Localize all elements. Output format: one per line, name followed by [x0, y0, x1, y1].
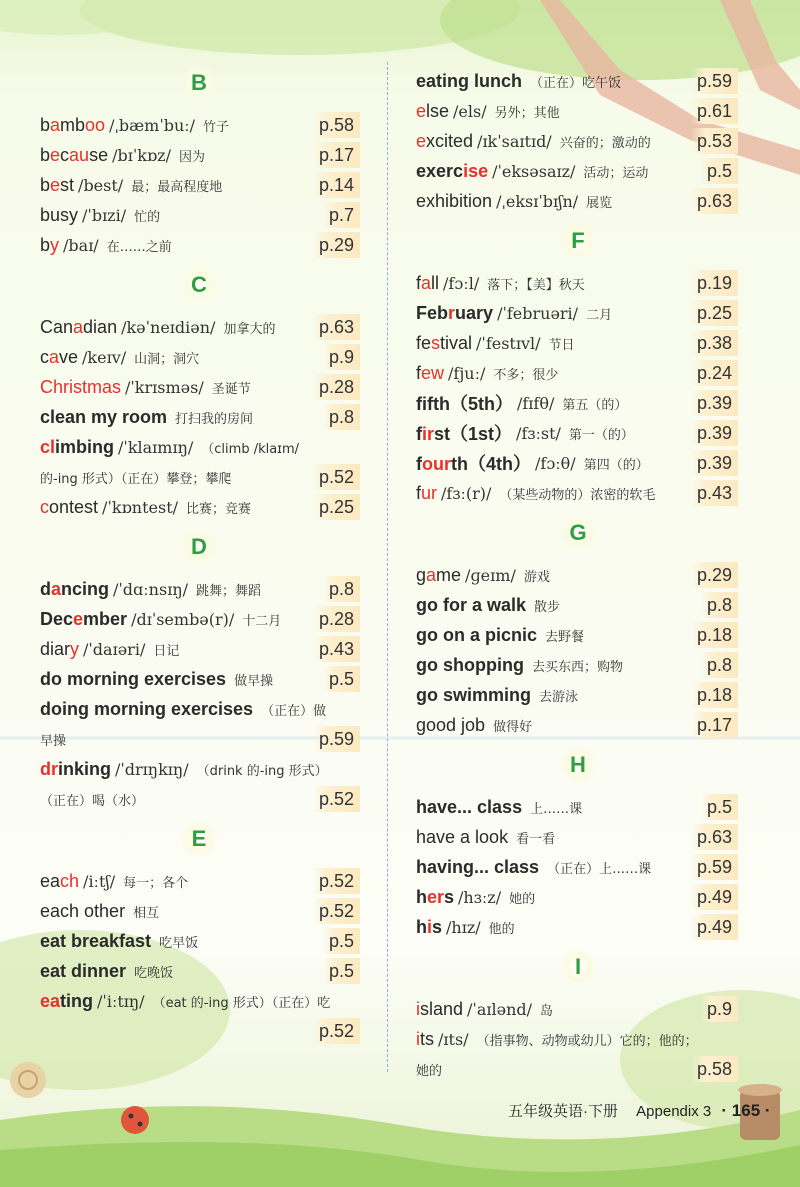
entry-word: hers — [416, 886, 455, 907]
entry-phonetic: /ˈdaɪəri/ — [83, 639, 146, 659]
entry-page-ref: p.52 — [313, 786, 360, 812]
entry-word: eating lunch — [416, 70, 523, 91]
left-column — [40, 64, 360, 1046]
entry-meaning: 吃晚饭 — [134, 965, 174, 981]
entry-by — [40, 230, 360, 260]
entry-christmas — [40, 372, 360, 402]
entry-word: having... class — [416, 856, 540, 877]
entry-phonetic: /ˈfebruəri/ — [497, 303, 579, 323]
entry-word: excited — [416, 130, 474, 151]
entry-word: first（1st） — [416, 424, 513, 444]
entry-else — [416, 96, 738, 126]
entry-meaning: 二月 — [586, 307, 613, 323]
entry-hers — [416, 882, 738, 912]
entry-contest — [40, 492, 360, 522]
entry-meaning: 圣诞节 — [211, 381, 251, 397]
entry-page-ref: p.52 — [313, 464, 360, 490]
entry-page-ref: p.8 — [323, 576, 360, 602]
entry-page-ref: p.49 — [691, 914, 738, 940]
section-d — [40, 528, 360, 814]
entry-meaning: 每一；各个 — [123, 875, 189, 891]
entry-phonetic: /ˈeksəsaɪz/ — [492, 161, 576, 181]
entry-page-ref: p.18 — [691, 622, 738, 648]
entry-have-class — [416, 792, 738, 822]
entry-word: fifth（5th） — [416, 394, 513, 414]
entry-page-ref: p.8 — [701, 592, 738, 618]
entry-meaning: 不多；很少 — [493, 367, 559, 383]
entry-having-class — [416, 852, 738, 882]
section-b — [40, 64, 360, 260]
section-letter: D — [180, 528, 218, 566]
entry-word: exhibition — [416, 190, 493, 211]
entry-page-ref: p.7 — [323, 202, 360, 228]
entry-eat-dinner — [40, 956, 360, 986]
entry-eat-breakfast — [40, 926, 360, 956]
entry-phonetic: /fjuː/ — [448, 363, 486, 383]
entry-phonetic: /fɔːθ/ — [535, 453, 576, 473]
entry-phonetic: /ˈaɪlənd/ — [467, 999, 532, 1019]
section-letter: F — [559, 222, 597, 260]
section-e — [40, 820, 360, 1046]
entry-climbing-2 — [40, 462, 360, 492]
entry-word: do morning exercises — [40, 668, 227, 689]
entry-december — [40, 604, 360, 634]
entry-word: his — [416, 916, 443, 937]
section-letter: B — [180, 64, 218, 102]
right-column — [416, 64, 738, 1084]
entry-festival — [416, 328, 738, 358]
entry-meaning: 第一（的） — [568, 427, 634, 443]
entry-page-ref: p.53 — [691, 128, 738, 154]
entry-bamboo — [40, 110, 360, 140]
entry-phonetic: /bɪˈkɒz/ — [112, 145, 171, 165]
entry-phonetic: /fɜː(r)/ — [441, 483, 492, 503]
entry-word: fur — [416, 482, 438, 503]
entry-page-ref: p.43 — [313, 636, 360, 662]
column-divider — [387, 62, 388, 1072]
entry-go-shopping — [416, 650, 738, 680]
entry-meaning: 岛 — [540, 1003, 554, 1019]
entry-go-on-a-picnic — [416, 620, 738, 650]
entry-page-ref: p.25 — [313, 494, 360, 520]
entry-doing-morning-2 — [40, 724, 360, 754]
entry-meaning: 竹子 — [203, 119, 230, 135]
entry-phonetic: /ˈkɒntest/ — [102, 497, 179, 517]
entry-word: go shopping — [416, 654, 524, 675]
entry-first — [416, 418, 738, 448]
entry-page-ref: p.49 — [691, 884, 738, 910]
entry-best — [40, 170, 360, 200]
entry-meaning: 做得好 — [493, 719, 533, 735]
entry-page-ref: p.24 — [691, 360, 738, 386]
entry-drinking — [40, 754, 360, 784]
entry-meaning: 她的 — [509, 891, 536, 907]
entry-busy — [40, 200, 360, 230]
section-letter: E — [180, 820, 218, 858]
entry-word: busy — [40, 204, 79, 225]
appendix-label: Appendix 3 — [636, 1103, 712, 1120]
entry-page-ref: p.39 — [691, 390, 738, 416]
entry-word: fall — [416, 272, 440, 293]
entry-meaning: （eat 的-ing 形式）（正在）吃 — [152, 995, 331, 1011]
entry-word: climbing — [40, 436, 115, 457]
entry-page-ref: p.59 — [691, 68, 738, 94]
entry-meaning: 跳舞；舞蹈 — [196, 583, 262, 599]
entry-word: drinking — [40, 758, 111, 779]
book-title: 五年级英语·下册 — [508, 1103, 618, 1120]
entry-meaning: 打扫我的房间 — [175, 411, 254, 427]
entry-do-morning — [40, 664, 360, 694]
entry-page-ref: p.43 — [691, 480, 738, 506]
entry-phonetic: /ˈdrɪŋkɪŋ/ — [115, 759, 189, 779]
entry-meaning: 相互 — [133, 905, 160, 921]
entry-meaning: （正在）做 — [261, 703, 327, 719]
entry-each-other — [40, 896, 360, 926]
entry-meaning: 在……之前 — [106, 239, 172, 255]
entry-page-ref: p.5 — [323, 666, 360, 692]
entry-page-ref: p.5 — [323, 928, 360, 954]
entry-word: festival — [416, 332, 473, 353]
entry-word: contest — [40, 496, 99, 517]
entry-page-ref: p.52 — [313, 1018, 360, 1044]
section-letter: I — [559, 948, 597, 986]
entry-page-ref: p.63 — [691, 824, 738, 850]
entry-word: few — [416, 362, 445, 383]
entry-because — [40, 140, 360, 170]
entry-good-job — [416, 710, 738, 740]
entry-meaning: 散步 — [534, 599, 561, 615]
entry-meaning: （正在）上……课 — [547, 861, 652, 877]
entry-meaning: 早操 — [40, 733, 67, 749]
entry-word: its — [416, 1028, 435, 1049]
section-heading — [416, 746, 738, 792]
entry-page-ref: p.59 — [691, 854, 738, 880]
entry-game — [416, 560, 738, 590]
entry-word: because — [40, 144, 109, 165]
entry-page-ref: p.9 — [323, 344, 360, 370]
entry-phonetic: /iːtʃ/ — [83, 871, 116, 891]
entry-page-ref: p.52 — [313, 868, 360, 894]
entry-page-ref: p.58 — [691, 1056, 738, 1082]
entry-phonetic: /ɪts/ — [438, 1029, 469, 1049]
entry-meaning: 山洞；洞穴 — [134, 351, 200, 367]
entry-page-ref: p.58 — [313, 112, 360, 138]
entry-fur — [416, 478, 738, 508]
entry-meaning: （某些动物的）浓密的软毛 — [499, 487, 656, 503]
entry-phonetic: /fɪfθ/ — [516, 393, 555, 413]
entry-meaning: （正在）吃午饭 — [530, 75, 622, 91]
entry-phonetic: /fɜːst/ — [516, 423, 561, 443]
entry-cave — [40, 342, 360, 372]
entry-phonetic: /best/ — [78, 175, 124, 195]
entry-page-ref: p.17 — [691, 712, 738, 738]
entry-meaning: 加拿大的 — [223, 321, 276, 337]
entry-meaning: 兴奋的；激动的 — [559, 135, 651, 151]
section-heading — [40, 528, 360, 574]
entry-meaning: （正在）喝（水） — [40, 793, 145, 809]
entry-go-swimming — [416, 680, 738, 710]
entry-meaning: 上……课 — [530, 801, 583, 817]
entry-meaning: 忙的 — [134, 209, 161, 225]
entry-few — [416, 358, 738, 388]
entry-meaning: 去买东西；购物 — [531, 659, 623, 675]
entry-climbing — [40, 432, 360, 462]
entry-word: go on a picnic — [416, 624, 538, 645]
entry-eating-2 — [40, 1016, 360, 1046]
entry-drinking-2 — [40, 784, 360, 814]
section-heading — [416, 948, 738, 994]
entry-page-ref: p.38 — [691, 330, 738, 356]
entry-word: go for a walk — [416, 594, 527, 615]
entry-eating — [40, 986, 360, 1016]
entry-word: diary — [40, 638, 80, 659]
entry-page-ref: p.28 — [313, 606, 360, 632]
entry-page-ref: p.17 — [313, 142, 360, 168]
entry-diary — [40, 634, 360, 664]
entry-meaning: 最；最高程度地 — [131, 179, 223, 195]
entry-meaning: 落下；【美】秋天 — [487, 277, 585, 293]
entry-meaning: 游戏 — [523, 569, 550, 585]
section-g — [416, 514, 738, 740]
entry-page-ref: p.39 — [691, 450, 738, 476]
entry-february — [416, 298, 738, 328]
entry-meaning: 第五（的） — [562, 397, 628, 413]
section-h — [416, 746, 738, 942]
entry-word: Canadian — [40, 316, 118, 337]
entry-meaning: （climb /klaɪm/ — [201, 441, 300, 457]
entry-page-ref: p.8 — [323, 404, 360, 430]
entry-page-ref: p.19 — [691, 270, 738, 296]
entry-word: go swimming — [416, 684, 532, 705]
entry-word: clean my room — [40, 406, 168, 427]
entry-meaning: 做早操 — [234, 673, 274, 689]
entry-word: best — [40, 174, 75, 195]
entry-word: else — [416, 100, 450, 121]
entry-word: eat dinner — [40, 960, 127, 981]
entry-word: eating — [40, 990, 94, 1011]
entry-phonetic: /ˈbɪzi/ — [82, 205, 127, 225]
entry-phonetic: /ˈiːtɪŋ/ — [97, 991, 145, 1011]
entry-phonetic: /ˈklaɪmɪŋ/ — [118, 437, 194, 457]
entry-dancing — [40, 574, 360, 604]
entry-meaning: （drink 的-ing 形式） — [196, 763, 328, 779]
entry-meaning: 比赛；竞赛 — [186, 501, 252, 517]
entry-clean-my-room — [40, 402, 360, 432]
entry-fourth — [416, 448, 738, 478]
entry-meaning: 日记 — [153, 643, 180, 659]
entry-word: have... class — [416, 796, 523, 817]
entry-page-ref: p.14 — [313, 172, 360, 198]
entry-page-ref: p.29 — [313, 232, 360, 258]
entry-meaning: 他的 — [488, 921, 515, 937]
entry-excited — [416, 126, 738, 156]
entry-phonetic: /ˈkrɪsməs/ — [125, 377, 204, 397]
entry-meaning: 另外；其他 — [494, 105, 560, 121]
entry-meaning: 因为 — [178, 149, 205, 165]
entry-word: doing morning exercises — [40, 698, 254, 719]
section-f — [416, 222, 738, 508]
entry-meaning: 去野餐 — [545, 629, 585, 645]
entry-phonetic: /ɡeɪm/ — [465, 565, 516, 585]
entry-phonetic: /ɪkˈsaɪtɪd/ — [477, 131, 552, 151]
entry-meaning: （指事物、动物或幼儿）它的；他的； — [476, 1033, 698, 1049]
entry-word: Christmas — [40, 376, 122, 397]
entry-phonetic: /ˌeksɪˈbɪʃn/ — [496, 191, 579, 211]
entry-page-ref: p.8 — [701, 652, 738, 678]
entry-page-ref: p.18 — [691, 682, 738, 708]
entry-word: have a look — [416, 826, 509, 847]
entry-fifth — [416, 388, 738, 418]
section-letter: H — [559, 746, 597, 784]
entry-word: bamboo — [40, 114, 106, 135]
section-i — [416, 948, 738, 1084]
entry-phonetic: /ˈfestɪvl/ — [476, 333, 541, 353]
entry-island — [416, 994, 738, 1024]
entry-page-ref: p.52 — [313, 898, 360, 924]
page-number: · 165 · — [721, 1101, 771, 1120]
entry-phonetic: /ˈdɑːnsɪŋ/ — [113, 579, 189, 599]
entry-word: game — [416, 564, 462, 585]
entry-page-ref: p.59 — [313, 726, 360, 752]
entry-word: eat breakfast — [40, 930, 152, 951]
entry-phonetic: /keɪv/ — [82, 347, 127, 367]
entry-its-2 — [416, 1054, 738, 1084]
entry-eating-lunch — [416, 66, 738, 96]
entry-phonetic: /els/ — [453, 101, 487, 121]
entry-meaning: 吃早饭 — [159, 935, 199, 951]
entry-word: each — [40, 870, 80, 891]
entry-word: December — [40, 608, 128, 629]
entry-word: fourth（4th） — [416, 454, 531, 474]
section-heading — [40, 64, 360, 110]
entry-meaning: 去游泳 — [539, 689, 579, 705]
entry-word: dancing — [40, 578, 110, 599]
entry-phonetic: /fɔːl/ — [443, 273, 480, 293]
entry-go-for-a-walk — [416, 590, 738, 620]
entry-phonetic: /dɪˈsembə(r)/ — [131, 609, 235, 629]
section-letter: G — [559, 514, 597, 552]
section-heading — [40, 266, 360, 312]
entry-phonetic: /hɪz/ — [446, 917, 481, 937]
entry-meaning: 十二月 — [242, 613, 282, 629]
entry-meaning: 活动；运动 — [583, 165, 649, 181]
entry-doing-morning — [40, 694, 360, 724]
entry-meaning: 第四（的） — [583, 457, 649, 473]
entry-phonetic: /kəˈneɪdiən/ — [121, 317, 216, 337]
page-footer — [508, 1100, 771, 1121]
entry-word: cave — [40, 346, 79, 367]
entry-have-a-look — [416, 822, 738, 852]
section-c — [40, 266, 360, 522]
entry-exercise — [416, 156, 738, 186]
entry-his — [416, 912, 738, 942]
entry-page-ref: p.5 — [323, 958, 360, 984]
entry-page-ref: p.25 — [691, 300, 738, 326]
entry-page-ref: p.61 — [691, 98, 738, 124]
entry-word: by — [40, 234, 60, 255]
entry-canadian — [40, 312, 360, 342]
entry-phonetic: /hɜːz/ — [458, 887, 502, 907]
entry-page-ref: p.63 — [313, 314, 360, 340]
entry-its — [416, 1024, 738, 1054]
entry-phonetic: /baɪ/ — [63, 235, 99, 255]
entry-meaning: 展览 — [586, 195, 613, 211]
entry-word: island — [416, 998, 464, 1019]
entry-page-ref: p.5 — [701, 158, 738, 184]
section-heading — [416, 514, 738, 560]
entry-meaning: 节日 — [548, 337, 575, 353]
entry-meaning: 的-ing 形式）（正在）攀登；攀爬 — [40, 471, 232, 487]
entry-page-ref: p.9 — [701, 996, 738, 1022]
entry-word: February — [416, 302, 494, 323]
entry-page-ref: p.39 — [691, 420, 738, 446]
entry-each — [40, 866, 360, 896]
entry-meaning: 看一看 — [516, 831, 556, 847]
section-heading — [40, 820, 360, 866]
entry-page-ref: p.63 — [691, 188, 738, 214]
entry-word: good job — [416, 714, 486, 735]
section-heading — [416, 222, 738, 268]
entry-page-ref: p.29 — [691, 562, 738, 588]
entry-phonetic: /ˌbæmˈbuː/ — [109, 115, 196, 135]
entry-fall — [416, 268, 738, 298]
section-letter: C — [180, 266, 218, 304]
section-cont — [416, 64, 738, 216]
entry-page-ref: p.28 — [313, 374, 360, 400]
entry-word: exercise — [416, 160, 489, 181]
entry-page-ref: p.5 — [701, 794, 738, 820]
entry-meaning: 她的 — [416, 1063, 443, 1079]
entry-word: each other — [40, 900, 126, 921]
entry-exhibition — [416, 186, 738, 216]
